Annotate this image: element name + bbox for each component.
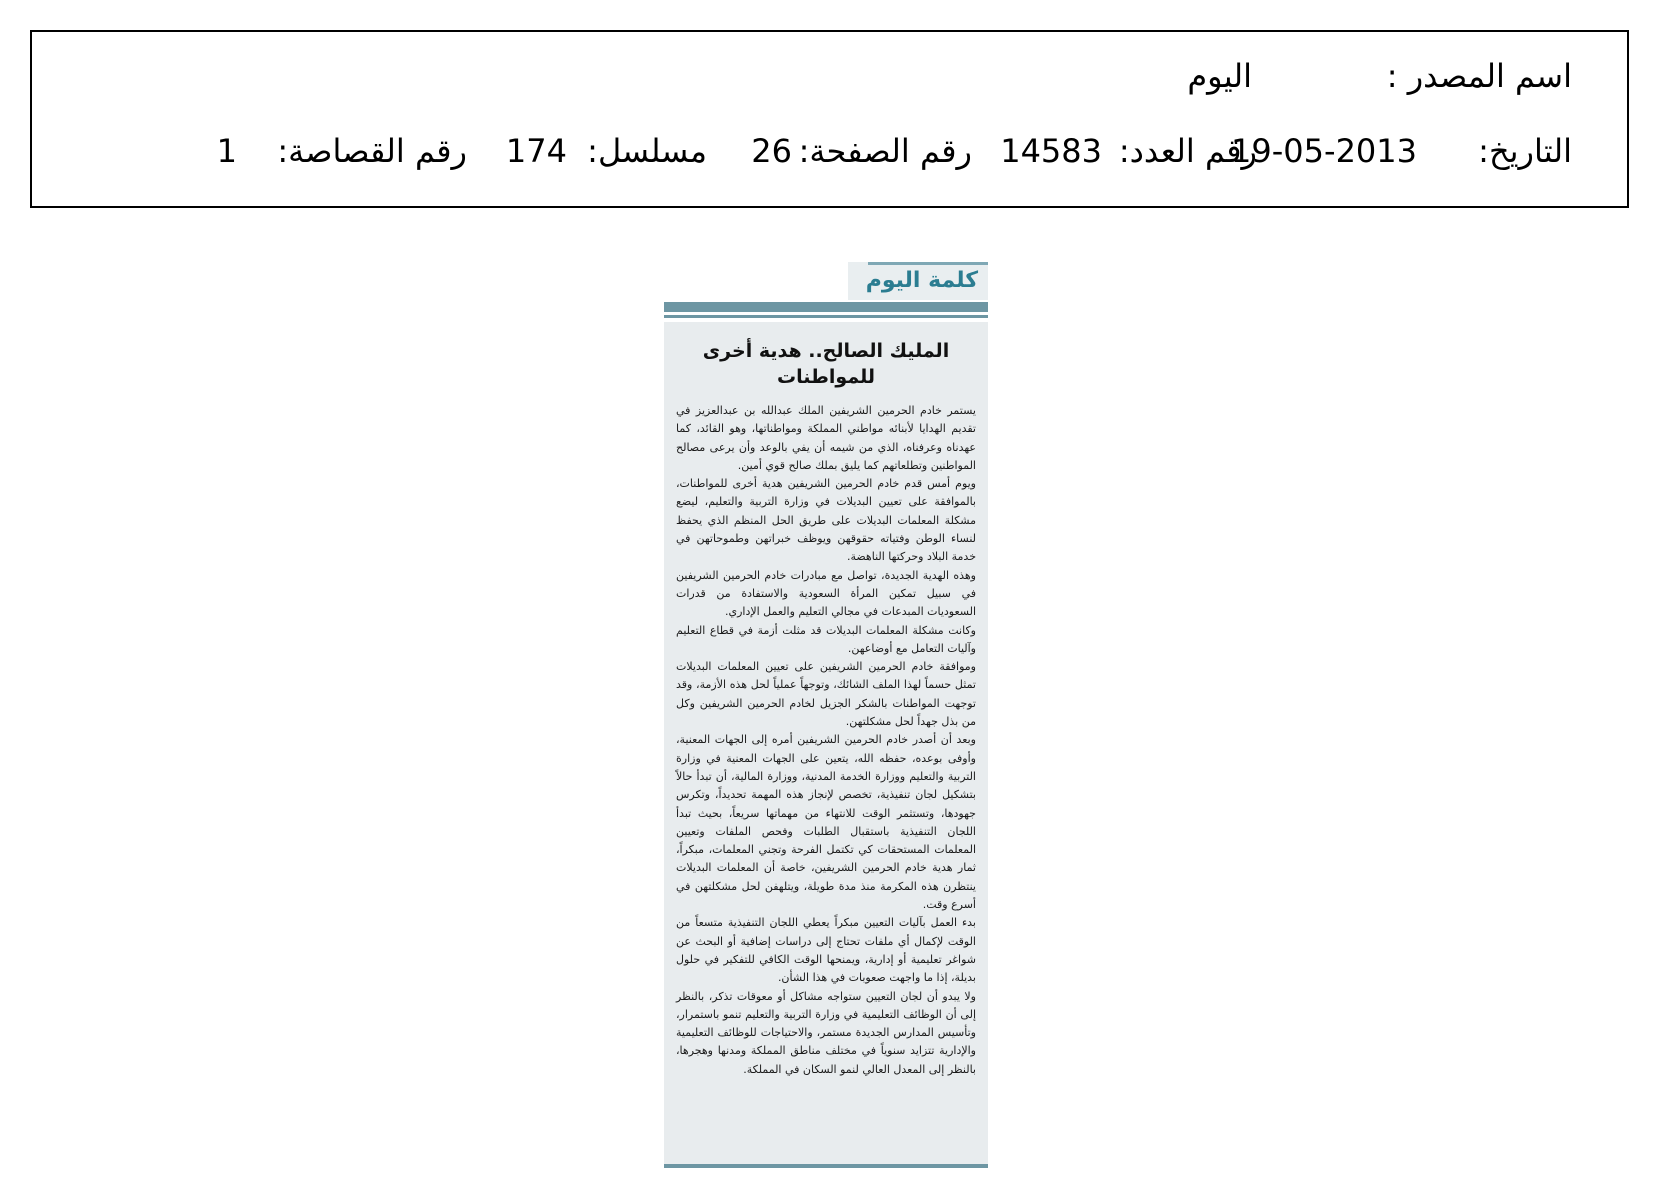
article-paragraph: بدء العمل بآليات التعيين مبكراً يعطي اللجان التنفيذية متسعاً من الوقت لإكمال أي ملفات تحتاج إلى دراسات إضافية أو البحث عن شواغر تعليمية أو إدارية، ويمنحها الوقت الكافي للتفكير في حلول بديلة، إذا ما واجهت صعوبات في هذا الشأن. bbox=[676, 916, 976, 985]
article-body bbox=[664, 322, 988, 1168]
column-section-name: كلمة اليوم bbox=[865, 268, 978, 293]
article-paragraph: وكانت مشكلة المعلمات البديلات قد مثلت أزمة في قطاع التعليم وآليات التعامل مع أوضاعهن. bbox=[676, 623, 976, 655]
date-value: 19-05-2013 bbox=[1231, 132, 1417, 170]
article-paragraph: ويوم أمس قدم خادم الحرمين الشريفين هدية أخرى للمواطنات، بالموافقة على تعيين البديلات في وزارة التربية والتعليم، ليضع مشكلة المعلمات البديلات على طريق الحل المنظم الذي يحفظ لنساء الوطن وفتياته حقوقهن ويوظف خبراتهن وطموحاتهن في خدمة البلاد وحركتها الناهضة. bbox=[676, 477, 976, 564]
article-paragraph: وموافقة خادم الحرمين الشريفين على تعيين المعلمات البديلات تمثل حسماً لهذا الملف الشائك، وتوجهاً عملياً لحل هذه الأزمة، وقد توجهت المواطنات بالشكر الجزيل لخادم الحرمين الشريفين وكل من بذل جهداً لحل مشكلتهن. bbox=[676, 660, 976, 729]
header-rule-thick bbox=[664, 302, 988, 312]
date-label: التاريخ: bbox=[1478, 132, 1572, 170]
newspaper-clipping bbox=[664, 262, 988, 1174]
article-paragraph: وبعد أن أصدر خادم الحرمين الشريفين أمره إلى الجهات المعنية، وأوفى بوعده، حفظه الله، يتعين على الجهات المعنية في وزارة التربية والتعليم ووزارة الخدمة المدنية، ووزارة المالية، أن تبدأ حالاً بتشكيل لجان تنفيذية، تخصص لإنجاز هذه المهمة تحديداً، وتكرس جهودها، وتستثمر الوقت للانتهاء من مهماتها سريعاً، بحيث تبدأ اللجان التنفيذية باستقبال الطلبات وفحص الملفات وتعيين المعلمات المستحقات كي تكتمل الفرحة وتجني المعلمات، مبكراً، ثمار هدية خادم الحرمين الشريفين، خاصة أن المعلمات البديلات ينتظرن هذه المكرمة منذ مدة طويلة، ويتلهفن لحل مشكلتهن في أسرع وقت. bbox=[676, 733, 976, 912]
article-text bbox=[676, 402, 976, 1079]
issue-value: 14583 bbox=[1000, 132, 1102, 170]
clip-number-label: رقم القصاصة: bbox=[277, 132, 467, 170]
tag-accent-line bbox=[868, 262, 988, 265]
serial-label: مسلسل: bbox=[587, 132, 707, 170]
header-rule-thin bbox=[664, 315, 988, 318]
column-tag bbox=[848, 262, 988, 300]
source-label: اسم المصدر : bbox=[1386, 57, 1572, 95]
source-value: اليوم bbox=[1187, 57, 1252, 95]
clipping-info-box bbox=[30, 30, 1629, 208]
article-title: المليك الصالح.. هدية أخرى للمواطنات bbox=[702, 340, 950, 388]
article-paragraph: وهذه الهدية الجديدة، تواصل مع مبادرات خادم الحرمين الشريفين في سبيل تمكين المرأة السعودية والاستفادة من قدرات السعوديات المبدعات في مجالي التعليم والعمل الإداري. bbox=[676, 568, 976, 619]
page-value: 26 bbox=[751, 132, 792, 170]
page-label: رقم الصفحة: bbox=[798, 132, 972, 170]
issue-label: رقم العدد: bbox=[1118, 132, 1257, 170]
clip-number-value: 1 bbox=[216, 132, 237, 170]
serial-value: 174 bbox=[505, 132, 567, 170]
article-paragraph: ولا يبدو أن لجان التعيين ستواجه مشاكل أو معوقات تذكر، بالنظر إلى أن الوظائف التعليمية في وزارة التربية والتعليم تنمو باستمرار، وتأسيس المدارس الجديدة مستمر، والاحتياجات للوظائف التعليمية والإدارية تتزايد سنوياً في مختلف مناطق المملكة ومدنها وهجرها، بالنظر إلى المعدل العالي لنمو السكان في المملكة. bbox=[676, 989, 976, 1076]
details-row bbox=[32, 127, 1627, 177]
source-row bbox=[32, 52, 1627, 102]
article-paragraph: يستمر خادم الحرمين الشريفين الملك عبدالله بن عبدالعزيز في تقديم الهدايا لأبنائه مواطني المملكة ومواطناتها، وهو القائد، كما عهدناه وعرفناه، الذي من شيمه أن يفي بالوعد وأن يرعى مصالح المواطنين وتطلعاتهم كما يليق بملك صالح قوي أمين. bbox=[676, 404, 976, 472]
column-header bbox=[664, 262, 988, 302]
